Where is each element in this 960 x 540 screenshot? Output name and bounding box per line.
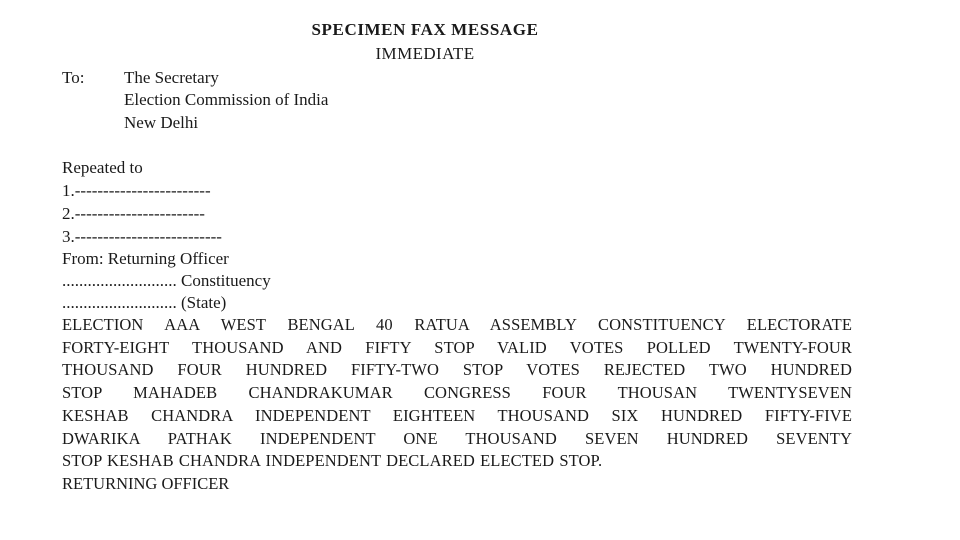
message-body — [62, 314, 852, 473]
state-line: ........................... (State) — [62, 293, 227, 312]
signoff: RETURNING OFFICER — [62, 474, 230, 493]
constituency-line: ........................... Constituency — [62, 271, 271, 290]
message-line-6: DWARIKA PATHAK INDEPENDENT ONE THOUSAND SEVEN HUNDRED SEVENTY — [62, 428, 852, 448]
repeated-item-1: 1.------------------------ — [62, 181, 211, 200]
message-line-5: KESHAB CHANDRA INDEPENDENT EIGHTEEN THOUSAND SIX HUNDRED FIFTY-FIVE — [62, 405, 852, 425]
repeated-item-3: 3.-------------------------- — [62, 227, 222, 246]
message-line-4: STOP MAHADEB CHANDRAKUMAR CONGRESS FOUR THOUSAN TWENTYSEVEN — [62, 383, 852, 403]
message-line-1: ELECTION AAA WEST BENGAL 40 RATUA ASSEMBLY CONSTITUENCY ELECTORATE — [62, 315, 852, 334]
document-title: SPECIMEN FAX MESSAGE — [311, 20, 539, 39]
recipient-line-1: The Secretary — [124, 68, 219, 87]
recipient-line-2: Election Commission of India — [124, 90, 329, 109]
repeated-to-label: Repeated to — [62, 158, 143, 177]
from-line: From: Returning Officer — [62, 249, 229, 268]
repeated-item-2: 2.----------------------- — [62, 204, 205, 223]
document-subtitle: IMMEDIATE — [375, 44, 475, 63]
message-line-2: FORTY-EIGHT THOUSAND AND FIFTY STOP VALID VOTES POLLED TWENTY-FOUR — [62, 337, 852, 357]
message-line-3: THOUSAND FOUR HUNDRED FIFTY-TWO STOP VOTES REJECTED TWO HUNDRED — [62, 360, 852, 380]
recipient-line-3: New Delhi — [124, 113, 199, 132]
message-line-7: STOP KESHAB CHANDRA INDEPENDENT DECLARED ELECTED STOP. — [62, 451, 603, 471]
to-label: To: — [62, 68, 85, 87]
